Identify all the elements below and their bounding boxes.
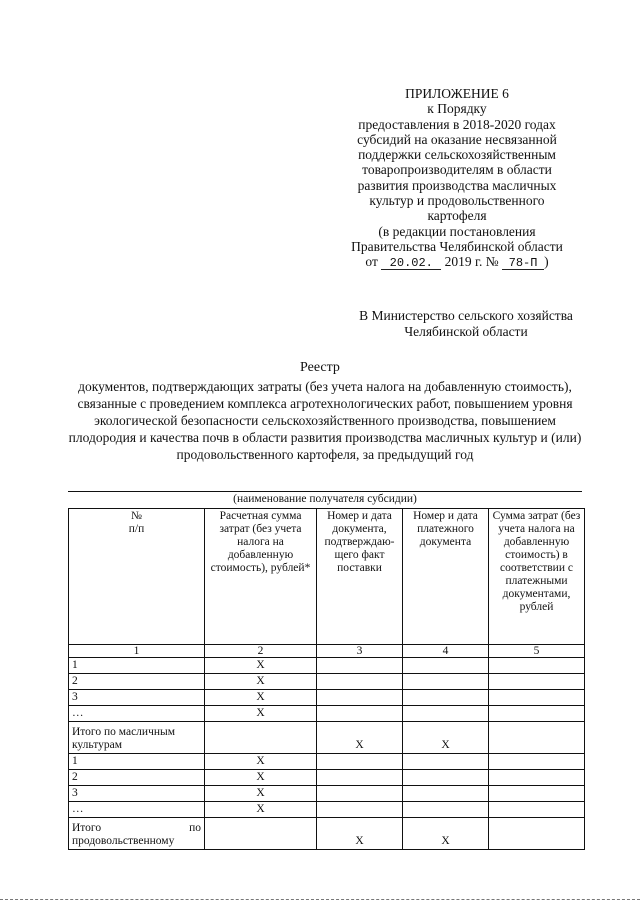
column-number: 5	[489, 645, 585, 658]
header-actual-amount: Сумма затрат (без учета налога на добавленную стоимость) в соответствии с платежными документами, рублей	[489, 509, 585, 645]
empty-cell	[403, 706, 489, 722]
empty-cell	[489, 690, 585, 706]
x-mark: X	[205, 674, 317, 690]
x-mark: X	[403, 818, 489, 850]
empty-cell	[403, 802, 489, 818]
register-table	[68, 508, 585, 850]
empty-cell	[205, 722, 317, 754]
empty-cell	[489, 658, 585, 674]
empty-cell	[403, 690, 489, 706]
table-row	[69, 706, 585, 722]
x-mark: X	[205, 706, 317, 722]
appendix-line: картофеля	[427, 208, 487, 224]
row-index: 1	[69, 658, 205, 674]
table-row	[69, 786, 585, 802]
empty-cell	[317, 674, 403, 690]
edition-line	[330, 254, 584, 270]
appendix-line: развития производства масличных	[357, 177, 557, 193]
x-mark: X	[205, 802, 317, 818]
x-mark: X	[205, 658, 317, 674]
row-index: …	[69, 802, 205, 818]
appendix-line: субсидий на оказание несвязанной	[357, 131, 557, 147]
empty-cell	[489, 722, 585, 754]
empty-cell	[403, 674, 489, 690]
empty-cell	[403, 786, 489, 802]
empty-cell	[317, 802, 403, 818]
empty-cell	[317, 770, 403, 786]
empty-cell	[317, 706, 403, 722]
oilseed-total-label	[69, 722, 205, 754]
empty-cell	[403, 658, 489, 674]
addressee-line-2: Челябинской области	[404, 324, 528, 339]
table-row	[69, 770, 585, 786]
appendix-line: к Порядку	[427, 101, 487, 117]
empty-cell	[317, 786, 403, 802]
column-number: 2	[205, 645, 317, 658]
edition-date-handwritten: 20.02.	[381, 257, 441, 270]
edition-suffix: )	[544, 254, 549, 270]
empty-cell	[403, 754, 489, 770]
row-index: …	[69, 706, 205, 722]
potato-total-row	[69, 818, 585, 850]
table-header-row	[69, 509, 585, 645]
header-delivery-document: Номер и дата документа, подтверждаю-щего факт поставки	[317, 509, 403, 645]
appendix-line: поддержки сельскохозяйственным	[358, 147, 556, 163]
x-mark: X	[317, 818, 403, 850]
addressee-line-1: В Министерство сельского хозяйства	[359, 308, 573, 323]
column-number: 1	[69, 645, 205, 658]
addressee-block	[330, 308, 602, 340]
empty-cell	[489, 802, 585, 818]
empty-cell	[317, 754, 403, 770]
x-mark: X	[205, 786, 317, 802]
total-label-line	[72, 822, 201, 835]
header-payment-document: Номер и дата платежного документа	[403, 509, 489, 645]
total-label-line: культурам	[72, 739, 122, 751]
empty-cell	[489, 706, 585, 722]
recipient-name-line	[68, 491, 582, 492]
header-estimated-amount: Расчетная сумма затрат (без учета налога на добавленную стоимость), рублей*	[205, 509, 317, 645]
column-number: 4	[403, 645, 489, 658]
edition-number-handwritten: 78-П	[502, 257, 544, 270]
page-bottom-edge	[0, 899, 640, 900]
document-description: документов, подтверждающих затраты (без учета налога на добавленную стоимость), связанные с проведением комплекса агротехнологических работ, повышением уровня экологической безопасности сельскохозяйственного производства, повышением плодородия и качества почв в области развития производства масличных культур и (или) продовольственного картофеля, за предыдущий год	[68, 379, 582, 462]
empty-cell	[403, 770, 489, 786]
appendix-line: товаропроизводителям в области	[362, 162, 552, 178]
table-row	[69, 754, 585, 770]
x-mark: X	[205, 690, 317, 706]
appendix-line: культур и продовольственного	[369, 193, 545, 209]
oilseed-total-row	[69, 722, 585, 754]
appendix-title: ПРИЛОЖЕНИЕ 6	[405, 86, 509, 101]
total-word: по	[189, 822, 201, 834]
appendix-line: (в редакции постановления	[378, 223, 536, 239]
empty-cell	[489, 770, 585, 786]
row-index: 2	[69, 674, 205, 690]
header-number: № п/п	[69, 509, 205, 645]
total-word: Итого	[72, 822, 102, 834]
column-numbers-row	[69, 645, 585, 658]
x-mark: X	[403, 722, 489, 754]
table-row	[69, 802, 585, 818]
table-row	[69, 674, 585, 690]
empty-cell	[317, 690, 403, 706]
edition-prefix: от	[365, 254, 378, 270]
empty-cell	[489, 786, 585, 802]
table-row	[69, 690, 585, 706]
total-label-line: продовольственному	[72, 835, 175, 847]
table-row	[69, 658, 585, 674]
x-mark: X	[205, 754, 317, 770]
document-title: Реестр	[300, 360, 340, 375]
total-label-line: Итого по масличным	[72, 726, 176, 738]
empty-cell	[489, 674, 585, 690]
column-number: 3	[317, 645, 403, 658]
x-mark: X	[205, 770, 317, 786]
recipient-caption: (наименование получателя субсидии)	[233, 493, 417, 505]
empty-cell	[317, 658, 403, 674]
empty-cell	[489, 754, 585, 770]
empty-cell	[489, 818, 585, 850]
appendix-block	[330, 86, 584, 270]
appendix-line: предоставления в 2018-2020 годах	[358, 116, 556, 132]
empty-cell	[205, 818, 317, 850]
row-index: 3	[69, 690, 205, 706]
row-index: 3	[69, 786, 205, 802]
potato-total-label	[69, 818, 205, 850]
row-index: 2	[69, 770, 205, 786]
edition-year: 2019 г. №	[444, 254, 499, 270]
row-index: 1	[69, 754, 205, 770]
x-mark: X	[317, 722, 403, 754]
appendix-line: Правительства Челябинской области	[351, 238, 563, 254]
